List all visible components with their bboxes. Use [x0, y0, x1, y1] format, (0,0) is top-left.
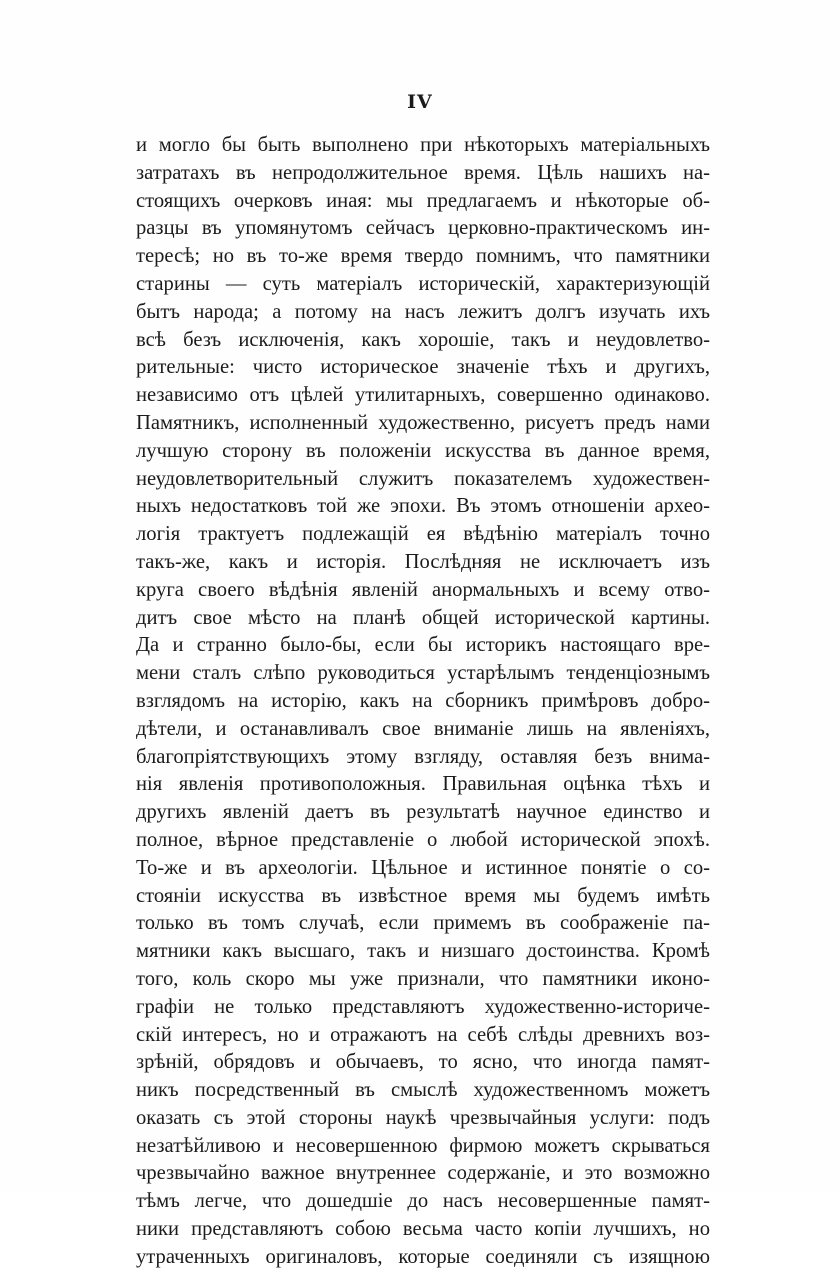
page-number: IV [407, 91, 433, 113]
text-line: нія явленія противоположныя. Правильная оцѣнка тѣхъ и [136, 773, 710, 796]
text-line: мени сталъ слѣпо руководиться устарѣлымъ тенденціознымъ [136, 662, 710, 685]
text-line: логія трактуетъ подлежащій ея вѣдѣнію матеріалъ точно [136, 523, 710, 546]
body-text [136, 132, 710, 1272]
text-line: ники представляютъ собою весьма часто копіи лучшихъ, но [136, 1218, 710, 1241]
text-line: мятники какъ высшаго, такъ и низшаго достоинства. Кромѣ [136, 940, 710, 963]
text-line: круга своего вѣдѣнія явленій анормальныхъ и всему отво- [136, 578, 710, 601]
text-line: лучшую сторону въ положеніи искусства въ данное время, [136, 439, 710, 462]
text-line: тѣмъ легче, что дошедшіе до насъ несовершенные памят- [136, 1190, 710, 1213]
text-line: Да и странно было-бы, если бы историкъ настоящаго вре- [136, 634, 710, 657]
text-line: старины — суть матеріалъ историческій, характеризующій [136, 272, 710, 295]
text-line: только въ томъ случаѣ, если примемъ въ соображеніе па- [136, 912, 710, 935]
text-line: зрѣній, обрядовъ и обычаевъ, то ясно, что иногда памят- [136, 1051, 710, 1074]
text-line: независимо отъ цѣлей утилитарныхъ, совершенно одинаково. [136, 384, 710, 407]
text-line: никъ посредственный въ смыслѣ художественномъ можетъ [136, 1079, 710, 1102]
text-line: взглядомъ на исторію, какъ на сборникъ примѣровъ добро- [136, 689, 710, 712]
text-line: стоящихъ очерковъ иная: мы предлагаемъ и нѣкоторые об- [136, 189, 710, 212]
text-line: незатѣйливою и несовершенною фирмою можетъ скрываться [136, 1134, 710, 1157]
text-line: такъ-же, какъ и исторія. Послѣдняя не исключаетъ изъ [136, 550, 710, 573]
text-line: благопріятствующихъ этому взгляду, оставляя безъ внима- [136, 745, 710, 768]
text-line: всѣ безъ исключенія, какъ хорошіе, такъ и неудовлетво- [136, 328, 710, 351]
text-line: ныхъ недостатковъ той же эпохи. Въ этомъ отношеніи архео- [136, 495, 710, 518]
text-line: стояніи искусства въ извѣстное время мы будемъ имѣть [136, 884, 710, 907]
text-line: скій интересъ, но и отражаютъ на себѣ слѣды древнихъ воз- [136, 1023, 710, 1046]
text-line: дитъ свое мѣсто на планѣ общей исторической картины. [136, 606, 710, 629]
text-line: бытъ народа; а потому на насъ лежитъ долгъ изучать ихъ [136, 300, 710, 323]
text-line: разцы въ упомянутомъ сейчасъ церковно-практическомъ ин- [136, 217, 710, 240]
text-line: и могло бы быть выполнено при нѣкоторыхъ матеріальныхъ [136, 134, 710, 156]
text-line: тересѣ; но въ то-же время твердо помнимъ, что памятники [136, 245, 710, 268]
text-line: Памятникъ, исполненный художественно, рисуетъ предъ нами [136, 411, 710, 434]
text-line: другихъ явленій даетъ въ результатѣ научное единство и [136, 801, 710, 824]
text-line: дѣтели, и останавливалъ свое вниманіе лишь на явленіяхъ, [136, 717, 710, 740]
text-line: неудовлетворительный служитъ показателемъ художествен- [136, 467, 710, 490]
text-line: чрезвычайно важное внутреннее содержаніе, и это возможно [136, 1162, 710, 1185]
text-line: затратахъ въ непродолжительное время. Цѣль нашихъ на- [136, 161, 710, 184]
text-line: То-же и въ археологіи. Цѣльное и истинное понятіе о со- [136, 856, 710, 879]
text-line: полное, вѣрное представленіе о любой исторической эпохѣ. [136, 828, 710, 851]
text-line: оказать съ этой стороны наукѣ чрезвычайныя услуги: подъ [136, 1106, 710, 1129]
text-line: рительные: чисто историческое значеніе тѣхъ и другихъ, [136, 356, 710, 379]
text-line: графіи не только представляютъ художественно-историче- [136, 995, 710, 1018]
text-line: того, коль скоро мы уже признали, что памятники иконо- [136, 967, 710, 990]
text-line: утраченныхъ оригиналовъ, которые соединяли съ изящною [136, 1245, 710, 1268]
